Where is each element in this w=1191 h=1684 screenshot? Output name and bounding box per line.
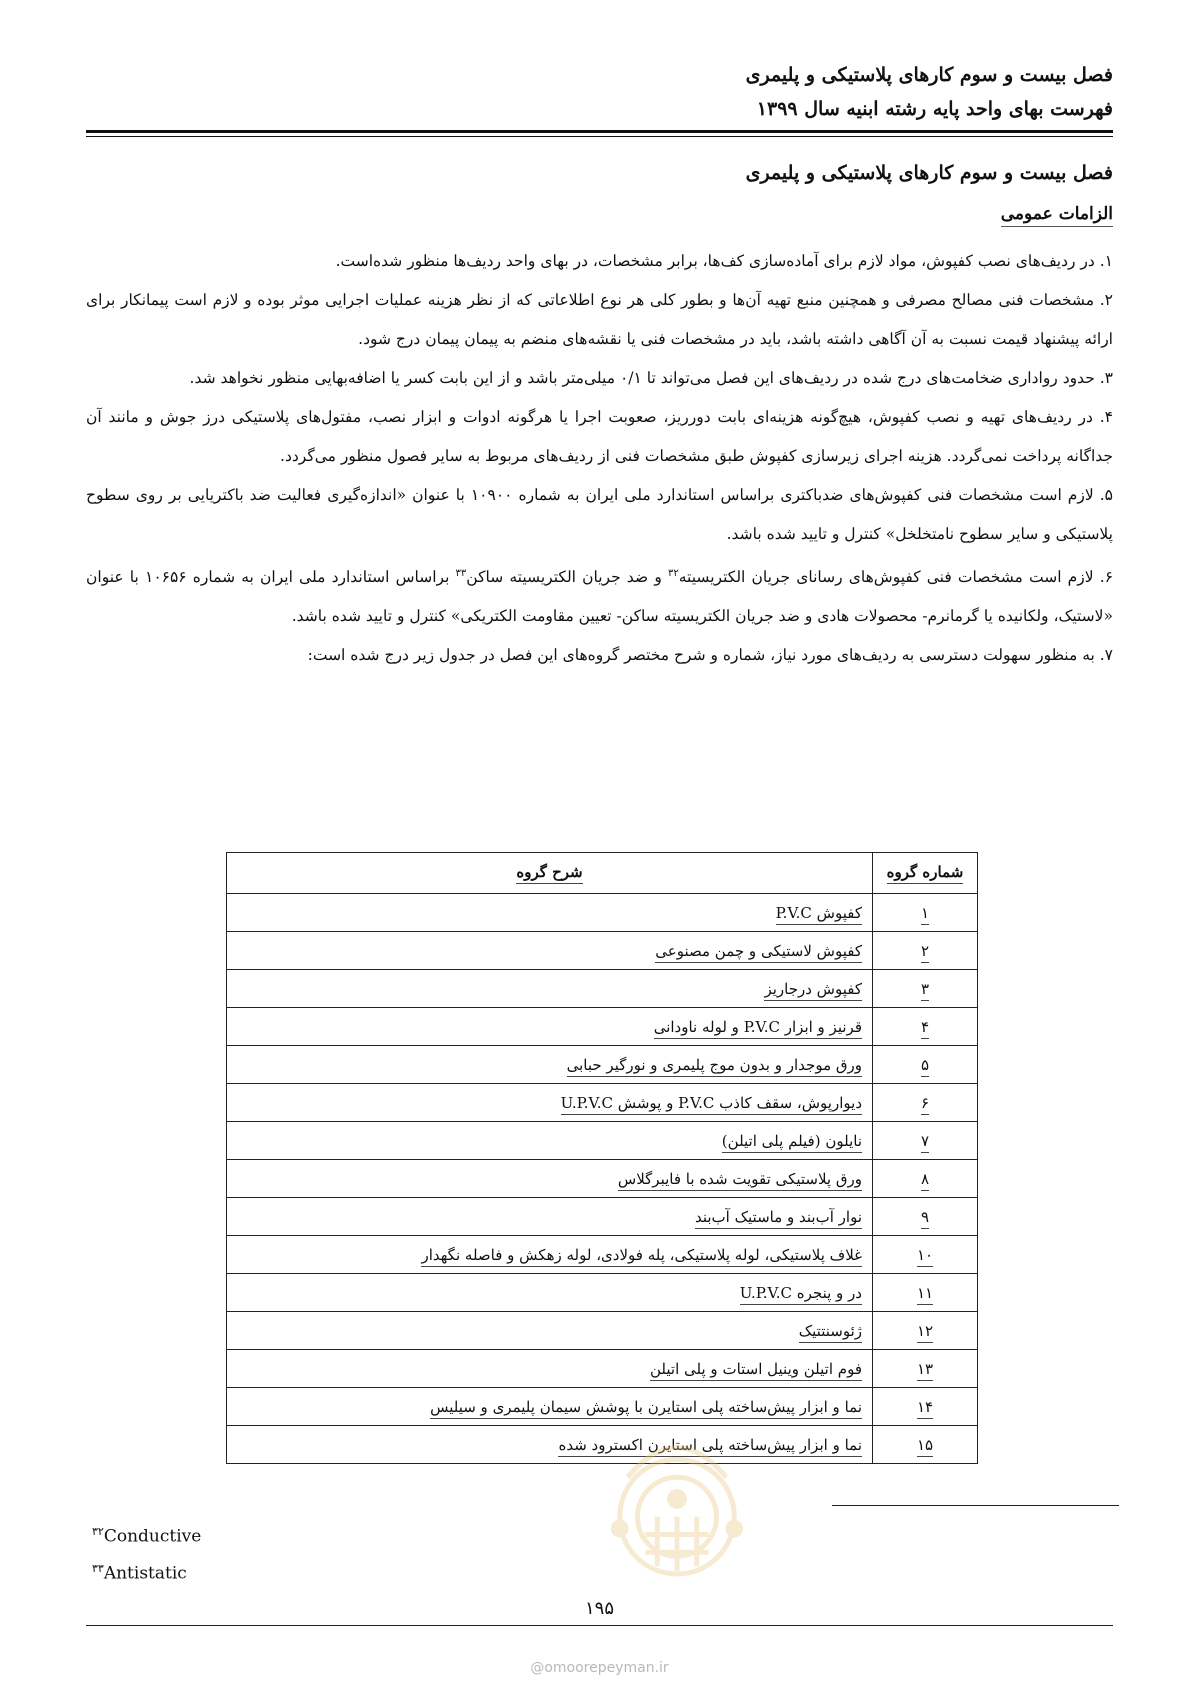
table-row [227,1160,978,1198]
group-number: ۳ [873,970,978,1008]
group-number: ۹ [873,1198,978,1236]
footnote-rule [832,1505,1119,1506]
footer-rule [86,1625,1113,1626]
group-number: ۸ [873,1160,978,1198]
group-description: کفپوش P.V.C [227,894,873,932]
requirements-list [86,242,1113,675]
table-row [227,970,978,1008]
group-description: دیوارپوش، سقف کاذب P.V.C و پوشش U.P.V.C [227,1084,873,1122]
table-row [227,1274,978,1312]
group-description: کفپوش درجاریز [227,970,873,1008]
requirement-text: ۵. لازم است مشخصات فنی کفپوش‌های ضدباکتری براساس استاندارد ملی ایران به شماره ۱۰۹۰۰ با عنوان «اندازه‌گیری فعالیت ضد باکتریایی بر روی سطوح پلاستیکی و سایر سطوح نامتخلخل» کنترل و تایید شده باشد. [86,486,1113,543]
footnote-ref: ۳۲ [667,568,679,579]
document-page [86,0,1113,1684]
requirement-item [86,476,1113,554]
group-table [226,852,978,1464]
group-number: ۲ [873,932,978,970]
group-number: ۱۰ [873,1236,978,1274]
group-number: ۶ [873,1084,978,1122]
group-description: نوار آب‌بند و ماستیک آب‌بند [227,1198,873,1236]
requirement-text-part: و ضد جریان الکتریسیته ساکن [466,568,668,587]
group-number: ۱۴ [873,1388,978,1426]
group-number: ۱۲ [873,1312,978,1350]
group-description: غلاف پلاستیکی، لوله پلاستیکی، پله فولادی، لوله زهکش و فاصله نگهدار [227,1236,873,1274]
group-number: ۱۱ [873,1274,978,1312]
group-description: فوم اتیلن وینیل استات و پلی اتیلن [227,1350,873,1388]
group-number: ۵ [873,1046,978,1084]
group-description: نما و ابزار پیش‌ساخته پلی استایرن اکسترود شده [227,1426,873,1464]
table-row [227,932,978,970]
at-icon: @ [530,1660,545,1676]
requirement-text-part: براساس استاندارد ملی ایران به شماره ۱۰۶۵۶ با عنوان «لاستیک، ولکانیده یا گرمانرم- محصولات هادی و ضد جریان الکتریسیته ساکن- تعیین مقاومت الکتریکی» کنترل و تایید شده باشد. [86,568,1113,626]
group-description: ورق موجدار و بدون موج پلیمری و نورگیر حبابی [227,1046,873,1084]
requirement-text: ۳. حدود رواداری ضخامت‌های درج شده در ردیف‌های این فصل می‌تواند تا ۰/۱ میلی‌متر باشد و از این بابت کسر یا اضافه‌بهایی منظور نخواهد شد. [189,369,1113,387]
table-row [227,894,978,932]
group-number: ۱۳ [873,1350,978,1388]
site-name: omoorepeyman.ir [544,1660,669,1676]
requirement-item [86,242,1113,281]
group-number: ۴ [873,1008,978,1046]
requirement-text-part: ۶. لازم است مشخصات فنی کفپوش‌های رسانای جریان الکتریسیته [678,568,1114,587]
footnote-ref: ۳۳ [455,568,467,579]
footnote [92,1516,201,1553]
running-header-subtitle: فهرست بهای واحد پایه رشته ابنیه سال ۱۳۹۹ [756,98,1113,120]
table-row [227,1122,978,1160]
column-header-description: شرح گروه [227,853,873,894]
footnotes [92,1516,201,1589]
table-row [227,1084,978,1122]
footnote [92,1553,201,1590]
group-number: ۱۵ [873,1426,978,1464]
group-description: نما و ابزار پیش‌ساخته پلی استایرن با پوشش سیمان پلیمری و سیلیس [227,1388,873,1426]
section-title: الزامات عمومی [1001,204,1113,227]
group-number: ۷ [873,1122,978,1160]
column-header-number: شماره گروه [873,853,978,894]
group-description: ژئوسنتتیک [227,1312,873,1350]
table-row [227,1312,978,1350]
footnote-mark: ۳۲ [92,1525,104,1538]
requirement-item [86,554,1113,636]
header-rule-thick [86,130,1113,133]
group-description: نایلون (فیلم پلی اتیلن) [227,1122,873,1160]
header-rule-thin [86,136,1113,137]
table-row [227,1350,978,1388]
group-description: کفپوش لاستیکی و چمن مصنوعی [227,932,873,970]
requirement-text: ۲. مشخصات فنی مصالح مصرفی و همچنین منبع تهیه آن‌ها و بطور کلی هر نوع اطلاعاتی که از نظر هزینه عملیات اجرایی موثر بوده و لازم است پیمانکار برای ارائه پیشنهاد قیمت نسبت به آن آگاهی داشته باشد، باید در مشخصات فنی یا نقشه‌های منضم به پیمان پیمان درج شود. [86,291,1113,348]
requirement-text: ۴. در ردیف‌های تهیه و نصب کفپوش، هیچ‌گونه هزینه‌ای بابت دورریز، صعوبت اجرا یا هرگونه ادوات و ابزار نصب، مفتول‌های پلاستیکی درز جوش و مانند آن جداگانه پرداخت نمی‌گردد. هزینه اجرای زیرسازی کفپوش طبق مشخصات فنی از ردیف‌های مربوط به سایر فصول منظور می‌گردد. [86,408,1113,465]
running-header-title: فصل بیست و سوم کارهای پلاستیکی و پلیمری [745,64,1113,86]
footnote-text: Antistatic [103,1563,187,1584]
group-description: ورق پلاستیکی تقویت شده با فایبرگلاس [227,1160,873,1198]
requirement-item [86,359,1113,398]
chapter-title: فصل بیست و سوم کارهای پلاستیکی و پلیمری [745,162,1113,184]
footnote-mark: ۳۳ [92,1561,104,1575]
requirement-text: ۷. به منظور سهولت دسترسی به ردیف‌های مورد نیاز، شماره و شرح مختصر گروه‌های این فصل در جدول زیر درج شده است: [307,646,1113,665]
table-row [227,1198,978,1236]
requirement-item [86,636,1113,675]
page-number: ۱۹۵ [584,1598,614,1619]
running-header [86,58,1113,126]
table-row [227,1008,978,1046]
footnote-text: Conductive [103,1526,202,1547]
seal-logo-icon [598,1408,756,1586]
table-header-row [227,853,978,894]
group-description: در و پنجره U.P.V.C [227,1274,873,1312]
group-description: قرنیز و ابزار P.V.C و لوله ناودانی [227,1008,873,1046]
table-row [227,1046,978,1084]
requirement-text [86,568,1113,625]
requirement-item [86,281,1113,359]
requirement-text: ۱. در ردیف‌های نصب کفپوش، مواد لازم برای آماده‌سازی کف‌ها، برابر مشخصات، در بهای واحد ردیف‌ها منظور شده‌است. [335,252,1113,270]
group-number: ۱ [873,894,978,932]
site-watermark [86,1660,1113,1676]
table-row [227,1236,978,1274]
requirement-item [86,398,1113,476]
